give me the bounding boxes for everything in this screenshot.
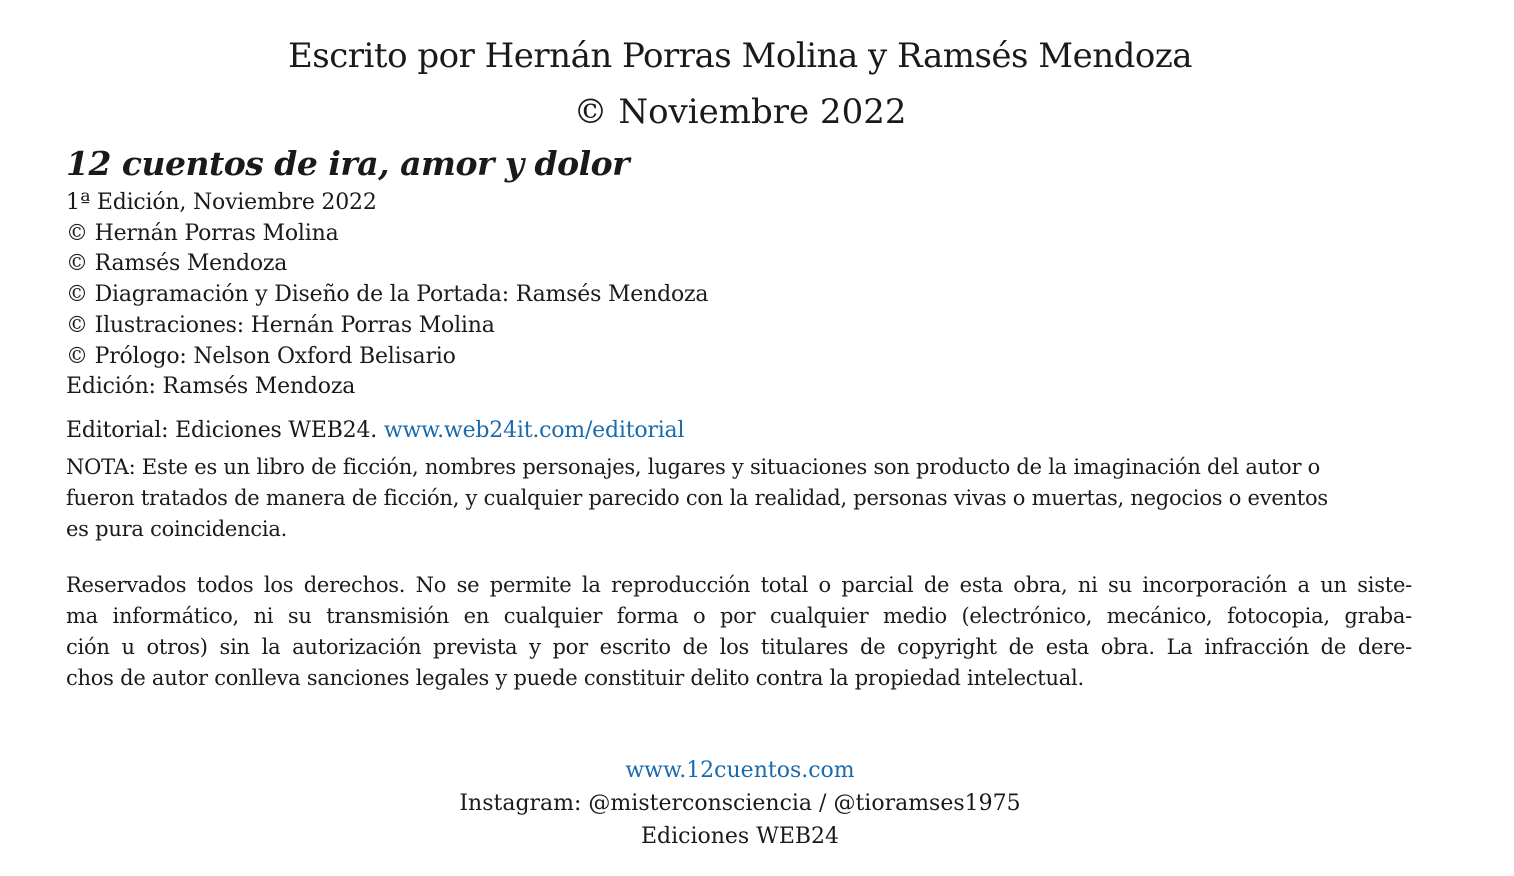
fiction-note	[66, 452, 1426, 545]
note-line: NOTA: Este es un libro de ficción, nombres personajes, lugares y situaciones son producto de la imaginación del autor o	[66, 454, 1321, 479]
editorial-line	[66, 415, 1426, 447]
note-line: es pura coincidencia.	[66, 516, 288, 541]
credit-design: © Diagramación y Diseño de la Portada: Ramsés Mendoza	[66, 282, 709, 308]
rights-line: Reservados todos los derechos. No se permite la reproducción total o parcial de esta obra, ni su incorporación a un siste-	[66, 572, 1412, 597]
rights-line: ma informático, ni su transmisión en cualquier forma o por cualquier medio (electrónico, mecánico, fotocopia, graba-	[66, 603, 1412, 628]
credit-illustrations: © Ilustraciones: Hernán Porras Molina	[66, 312, 495, 338]
copyright-date: © Noviembre 2022	[573, 92, 907, 132]
credit-edition: 1ª Edición, Noviembre 2022	[66, 190, 377, 215]
editorial-label: Editorial: Ediciones WEB24.	[66, 417, 378, 443]
publisher-name: Ediciones WEB24	[640, 824, 840, 849]
credit-author-1: © Hernán Porras Molina	[66, 220, 339, 246]
website-link[interactable]: www.12cuentos.com	[625, 758, 855, 783]
rights-line: chos de autor conlleva sanciones legales y puede constituir delito contra la propiedad intelectual.	[66, 665, 1084, 690]
instagram-handles: Instagram: @misterconsciencia / @tioramses1975	[459, 791, 1021, 816]
footer	[0, 754, 1480, 853]
rights-line: ción u otros) sin la autorización prevista y por escrito de los titulares de copyright de esta obra. La infracción de dere-	[66, 634, 1412, 659]
note-line: fueron tratados de manera de ficción, y cualquier parecido con la realidad, personas vivas o muertas, negocios o eventos	[66, 485, 1328, 510]
main-content	[66, 140, 1426, 694]
credit-editing: Edición: Ramsés Mendoza	[66, 374, 356, 400]
rights-notice	[66, 570, 1426, 694]
editorial-link[interactable]: www.web24it.com/editorial	[383, 417, 685, 443]
book-title: 12 cuentos de ira, amor y dolor	[66, 144, 630, 183]
credit-prologue: © Prólogo: Nelson Oxford Belisario	[66, 343, 456, 369]
credit-author-2: © Ramsés Mendoza	[66, 251, 288, 277]
authors-line: Escrito por Hernán Porras Molina y Ramsés Mendoza	[287, 36, 1193, 76]
credits-list	[66, 188, 1426, 403]
